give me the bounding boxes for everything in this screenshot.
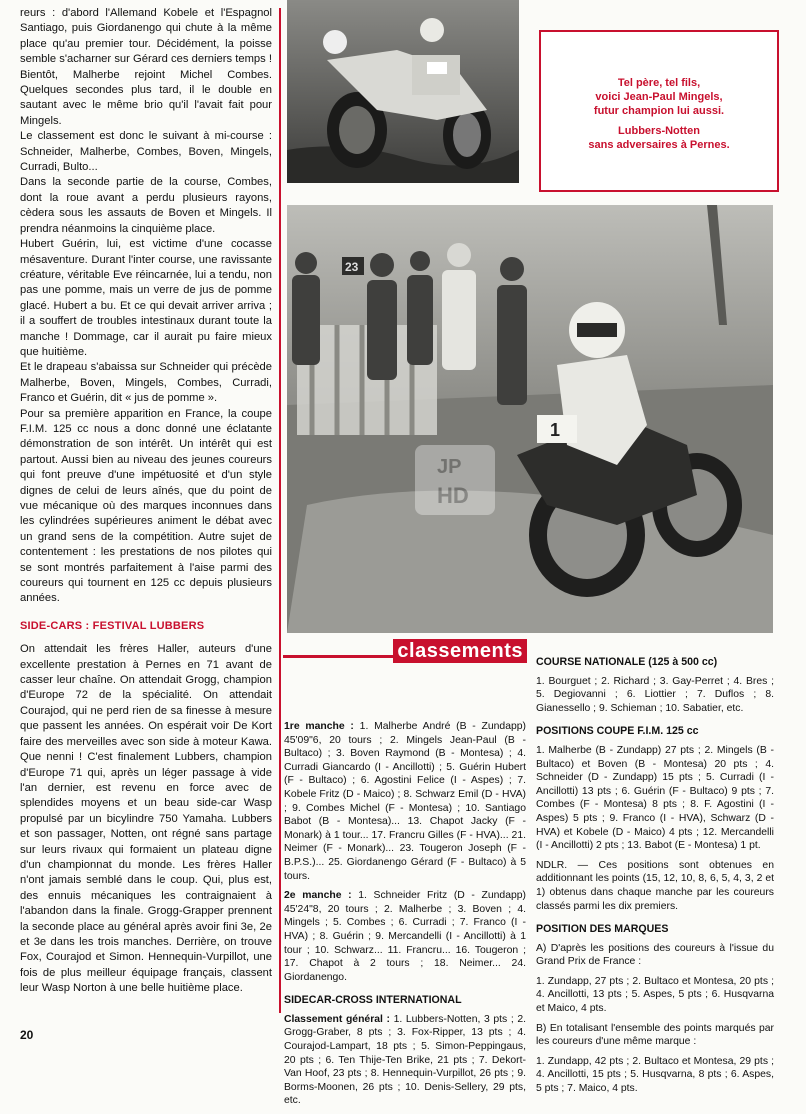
caption-line: Tel père, tel fils, xyxy=(617,77,701,89)
manche1-label: 1re manche : xyxy=(284,721,354,732)
article-paragraph: Pour sa première apparition en France, la coupe F.I.M. 125 cc nous a donc donné une éclatante démonstration de son intérêt. Un intérêt qui est partout. Aussi bien au niveau des jeunes coureurs qui font preuve d'une impétuosité et d'un style dignes de celui de leurs aînés, que du point de vue mécanique où des marques inconnues dans les cylindrées supérieures animent le débat avec un grand sens de la compétition. Autre sujet de contentement : les prestations de nos pilotes qui se sont montrés parfaitement à l'aise parmi des coureurs qui tournent en 125 cc depuis plusieurs années. xyxy=(20,407,272,605)
marques-b-intro: B) En totalisant l'ensemble des points marqués par les coureurs d'une même marque : xyxy=(536,1022,774,1048)
article-paragraph: Et le drapeau s'abaissa sur Schneider qui précède Malherbe, Boven, Mingels, Combes, Curradi, Franco et Guérin, dit « jus de pomme ». xyxy=(20,361,272,405)
caption-line: sans adversaires à Pernes. xyxy=(588,139,730,151)
sidecar-photo xyxy=(287,0,519,183)
column-divider xyxy=(279,8,281,1013)
marques-a-intro: A) D'après les positions des coureurs à l'issue du Grand Prix de France : xyxy=(536,942,774,968)
results-column-right xyxy=(536,646,774,1102)
caption-line: voici Jean-Paul Mingels, xyxy=(595,91,723,103)
motocross-photo xyxy=(287,205,773,633)
nationale-text: 1. Bourguet ; 2. Richard ; 3. Gay-Perret ; 4. Bres ; 5. Degiovanni ; 6. Liottier ; 7. Duflos ; 8. Gianessello ; 9. Schieman ; 10. Sabatier, etc. xyxy=(536,675,774,714)
caption-line: Lubbers-Notten xyxy=(618,125,700,137)
coupe-title: POSITIONS COUPE F.I.M. 125 cc xyxy=(536,725,699,738)
article-paragraph: Le classement est donc le suivant à mi-course : Schneider, Malherbe, Combes, Boven, Mingels, Curradi, Bulto... xyxy=(20,130,272,174)
manche2-label: 2e manche : xyxy=(284,890,352,902)
marques-a-list: 1. Zundapp, 27 pts ; 2. Bultaco et Montesa, 20 pts ; 4. Ancillotti, 13 pts ; 5. Aspes, 5 pts ; 6. Husqvarna et Maico, 4 pts. xyxy=(536,975,774,1015)
classements-header xyxy=(283,640,527,665)
sidecar-results xyxy=(284,1013,526,1108)
manche1-text: 1. Malherbe André (B - Zundapp) 45'09"6, 20 tours ; 2. Mingels Jean-Paul (B - Bultaco) ; 3. Boven Raymond (B - Montesa) ; 4. Curradi Giancardo (I - Ancillotti) ; 5. Guérin Hubert (F - Bultaco) ; 6. Agostini Felice (I - Aspes) ; 7. Kobele Fritz (D - Maico) ; 8. Schwarz Emil (D - HVA) ; 9. Combes Michel (F - Montesa) ; 10. Santiago Babot (B - Montesa)... 13. Chapot Jacky (F - Monark) à 1 tour... 17. Francru Gilles (F - HVA)... 21. Neimer (F - Monark)... 23. Tougeron Joseph (F - B.P.S.)... 25. Giordanengo Gérard (F - Bultaco) à 5 tours. xyxy=(284,721,527,882)
marques-title: POSITION DES MARQUES xyxy=(536,923,669,936)
manche2-text: 1. Schneider Fritz (D - Zundapp) 45'24"8, 20 tours ; 2. Malherbe ; 3. Boven ; 4. Mingels ; 5. Combes ; 6. Curradi ; 7. Franco (I - HVA) ; 8. Guérin ; 9. Mercandelli (I - Ancillotti) à 1 tour ; 10. Schwarz... 11. Francru... 16. Tougeron ; 17. Chapot à 2 tours ; 18. Neimer... 24. Giordanengo. xyxy=(284,890,527,983)
left-column-article xyxy=(20,6,272,997)
sidecar-results-text: 1. Lubbers-Notten, 3 pts ; 2. Grogg-Graber, 8 pts ; 3. Fox-Ripper, 13 pts ; 4. Courajod-Lampart, 18 pts ; 5. Simon-Peppingaus, 20 pts ; 6. Ten Thije-Ten Brike, 21 pts ; 7. Dekort-Van Hoof, 23 pts ; 8. Hennequin-Vurpillot, 26 pts ; 9. Borms-Moonen, 26 pts ; 10. Denis-Sellery, 29 pts, etc. xyxy=(284,1013,526,1107)
results-column-middle xyxy=(284,720,526,1114)
manche2-results xyxy=(284,889,526,984)
nationale-title: COURSE NATIONALE (125 à 500 cc) xyxy=(536,656,718,668)
coupe-text: 1. Malherbe (B - Zundapp) 27 pts ; 2. Mingels (B - Bultaco) et Boven (B - Montesa) 20 pts ; 4. Schneider (D - Zundapp) 15 pts ; 5. Curradi (I - Ancillotti) 13 pts ; 6. Guérin (F - Bultaco) 9 pts ; 7. Combes (F - Montesa) 8 pts ; 8. F. Agostini (I - Aspes) 5 pts ; 9. Franco (I - HVA), Schwarz (D - HVA) et Kobele (D - Maico) 4 pts ; 12. Mercandelli (I - Ancillotti) 2 pts ; 13. Babot (E - Montesa) 1 pt. xyxy=(536,744,774,852)
article-paragraph: reurs : d'abord l'Allemand Kobele et l'Espagnol Santiago, puis Giordanengo qui chute à la même place qu'au premier tour. Décidément, la poisse semble s'acharner sur Gérard ces derniers temps ! Bientôt, Malherbe rejoint Michel Combes. Quelques secondes plus tard, il le double en sautant avec le même brio qu'il l'avait fait pour Mingels. xyxy=(20,7,272,127)
watermark-hd: HD xyxy=(437,483,469,508)
spectator-sign-number: 23 xyxy=(345,260,359,274)
photo-caption-box xyxy=(539,30,779,192)
manche1-results xyxy=(284,720,526,883)
sidecar-results-label: Classement général : xyxy=(284,1013,390,1025)
bib-number: 1 xyxy=(550,420,561,440)
ndlr-text: NDLR. — Ces positions sont obtenues en additionnant les points (15, 12, 10, 8, 6, 5, 4, 3, 2 et 1) obtenus dans chaque manche par les coureurs classés parmi les dix premiers. xyxy=(536,859,774,912)
page-number: 20 xyxy=(20,1028,34,1042)
classements-title: classements xyxy=(393,639,527,663)
watermark-jp: JP xyxy=(437,456,462,478)
article-paragraph: Dans la seconde partie de la course, Combes, dont la roue avant a perdu plusieurs rayons, cèdera sous les assauts de Boven et Mingels. Il prendra néanmoins la cinquième place. xyxy=(20,176,272,235)
caption-line: futur champion lui aussi. xyxy=(593,105,725,117)
article-paragraph: On attendait les frères Haller, auteurs d'une excellente prestation à Pernes en 71 avant de casser leur chaîne. On attendait Grogg, champion d'Europe 72 de la spécialité. On attendait Courajod, qui ne perd rien de sa finesse à mesure que passent les années. On espérait voir De Kort faire des merveilles avec son side à moteur Kawa. Que nenni ! C'est finalement Lubbers, champion d'Europe 71 qui, après un léger passage à vide l'an dernier, est revenu en force avec de splendides moyens et un beau side-car Wasp propulsé par un bicylindre 750 Yamaha. Lubbers et son passager, Notten, ont régné sans partage sur leurs rivaux qui formaient un plateau digne d'un championnat du monde. Les frères Haller n'ont jamais semblé dans le coup. Qui, plus est, des ennuis mécaniques les contraignaient à l'abandon dans la finale. Grogg-Grapper prennent la seconde place au général après avoir fini 3e, 2e et 3e dans les trois manches. Derrière, on trouve Fox, Courajod et Simon. Hennequin-Vurpillot, une fois de plus meilleur équipage français, classent leur Wasp Norton à une belle huitième place. xyxy=(20,643,272,995)
marques-b-list: 1. Zundapp, 42 pts ; 2. Bultaco et Montesa, 29 pts ; 4. Ancillotti, 15 pts ; 5. Husqvarna, 8 pts ; 6. Aspes, 5 pts ; 7. Maico, 4 pts. xyxy=(536,1055,774,1095)
sidecar-section-heading: SIDE-CARS : FESTIVAL LUBBERS xyxy=(20,619,205,632)
sidecar-results-title: SIDECAR-CROSS INTERNATIONAL xyxy=(284,994,462,1007)
article-paragraph: Hubert Guérin, lui, est victime d'une cocasse mésaventure. Durant l'inter course, une ravissante créature, véritable Eve réincarnée, lui a tendu, non pas une pomme, mais un verre de jus de pomme glacé. Hubert a bu. Et ce qui devait arriver arriva ; il a souffert de troubles intestinaux durant toute la manche ! Dommage, car il aurait pu faire mieux que huitième. xyxy=(20,238,272,358)
